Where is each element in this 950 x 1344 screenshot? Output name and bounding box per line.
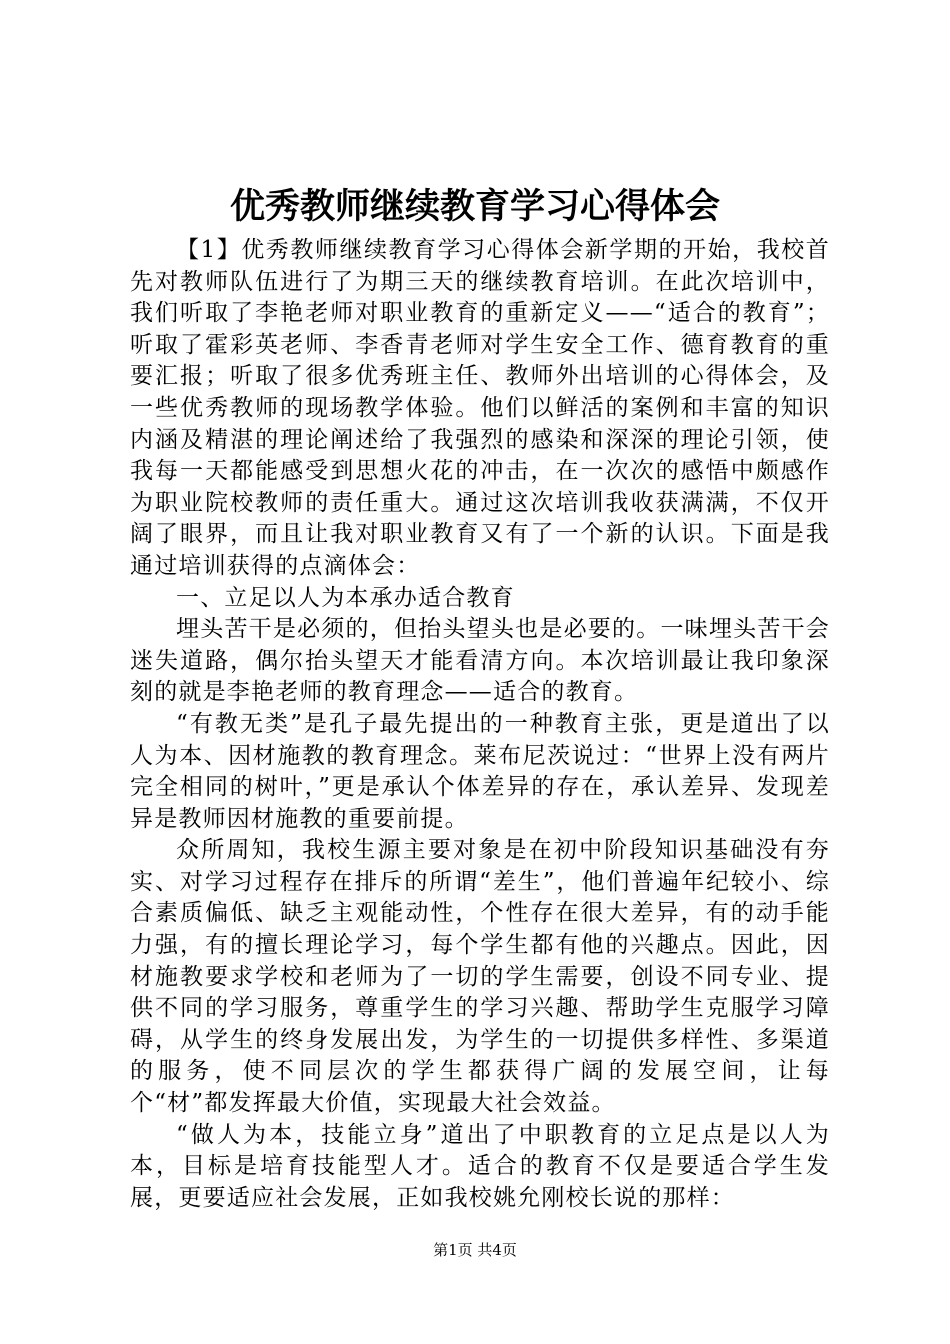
paragraph-4: 众所周知，我校生源主要对象是在初中阶段知识基础没有夯实、对学习过程存在排斥的所谓“差生”，他们普遍年纪较小、综合素质偏低、缺乏主观能动性，个性存在很大差异，有的动手能力强，有的擅长理论学习，每个学生都有他的兴趣点。因此，因材施教要求学校和老师为了一切的学生需要，创设不同专业、提供不同的学习服务，尊重学生的学习兴趣、帮助学生克服学习障碍，从学生的终身发展出发，为学生的一切提供多样性、多渠道的服务，使不同层次的学生都获得广阔的发展空间，让每个“材”都发挥最大价值，实现最大社会效益。: [130, 837, 830, 1117]
document-title: 优秀教师继续教育学习心得体会: [229, 186, 720, 227]
section-heading-1: 一、立足以人为本承办适合教育: [176, 584, 515, 611]
page-footer: 第1页 共4页: [433, 1241, 517, 1259]
document-body: [130, 235, 830, 1214]
paragraph-2: 埋头苦干是必须的，但抬头望头也是必要的。一味埋头苦干会迷失道路，偶尔抬头望天才能看清方向。本次培训最让我印象深刻的就是李艳老师的教育理念——适合的教育。: [130, 616, 830, 706]
paragraph-3: “有教无类”是孔子最先提出的一种教育主张，更是道出了以人为本、因材施教的教育理念。莱布尼茨说过：“世界上没有两片完全相同的树叶，”更是承认个体差异的存在，承认差异、发现差异是教师因材施教的重要前提。: [130, 710, 830, 832]
paragraph-5: “做人为本，技能立身”道出了中职教育的立足点是以人为本，目标是培育技能型人才。适合的教育不仅是要适合学生发展，更要适应社会发展，正如我校姚允刚校长说的那样：: [130, 1121, 830, 1211]
paragraph-intro: 【1】优秀教师继续教育学习心得体会新学期的开始，我校首先对教师队伍进行了为期三天的继续教育培训。在此次培训中，我们听取了李艳老师对职业教育的重新定义——“适合的教育”；听取了霍彩英老师、李香青老师对学生安全工作、德育教育的重要汇报；听取了很多优秀班主任、教师外出培训的心得体会，及一些优秀教师的现场教学体验。他们以鲜活的案例和丰富的知识内涵及精湛的理论阐述给了我强烈的感染和深深的理论引领，使我每一天都能感受到思想火花的冲击，在一次次的感悟中颇感作为职业院校教师的责任重大。通过这次培训我收获满满，不仅开阔了眼界，而且让我对职业教育又有了一个新的认识。下面是我通过培训获得的点滴体会：: [130, 237, 830, 579]
